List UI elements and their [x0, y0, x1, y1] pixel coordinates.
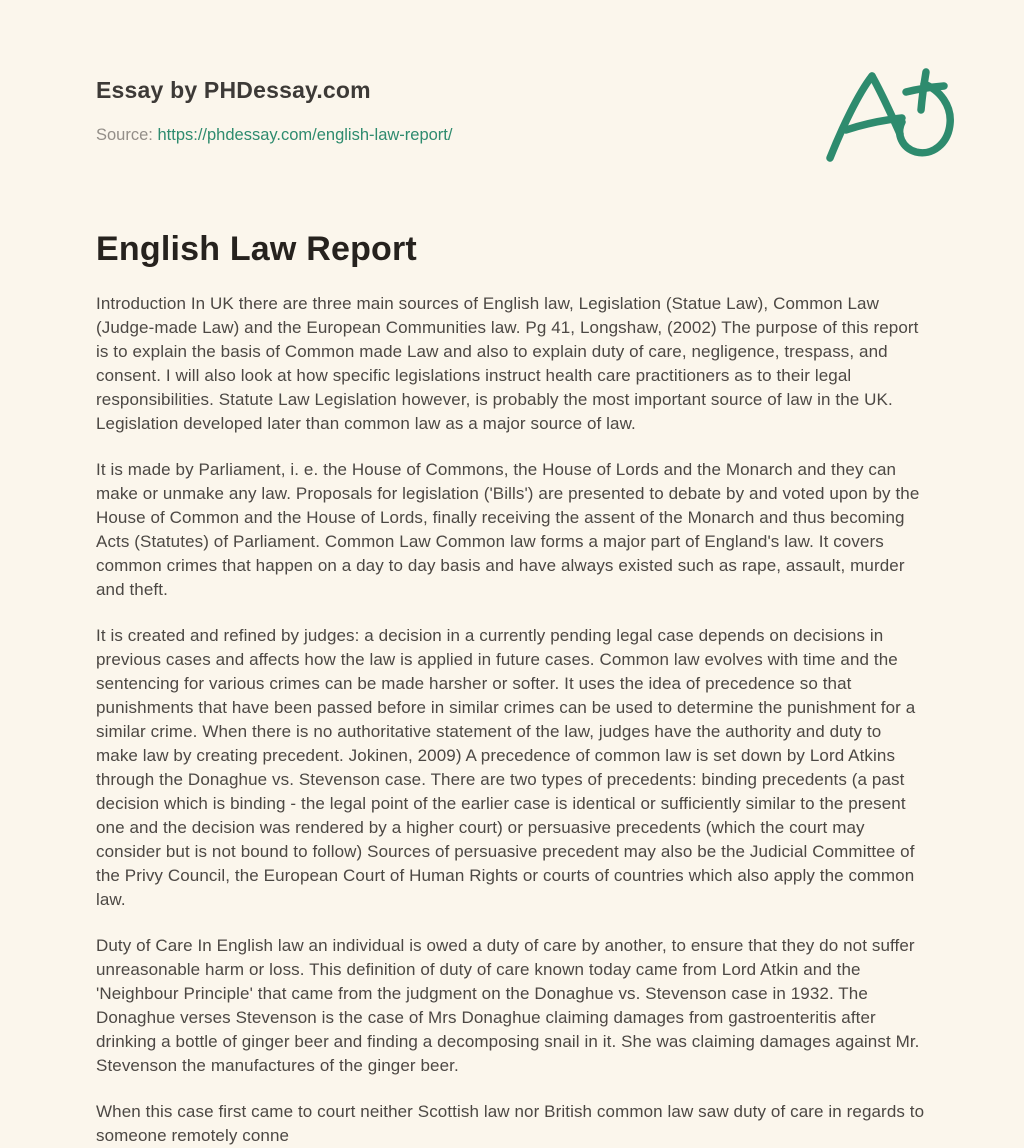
essay-paragraph: Duty of Care In English law an individual is owed a duty of care by another, to ensure that they do not suffer unreasonable harm or loss. This definition of duty of care known today came from Lord Atkin and the 'Neighbour Principle' that came from the judgment on the Donaghue vs. Stevenson case in 1932. The Donaghue verses Stevenson is the case of Mrs Donaghue claiming damages from gastroenteritis after drinking a bottle of ginger beer and finding a decomposing snail in it. She was claiming damages against Mr. Stevenson the manufactures of the ginger beer.	[96, 936, 920, 1075]
essay-paragraph: It is made by Parliament, i. e. the House of Commons, the House of Lords and the Monarch and they can make or unmake any law. Proposals for legislation ('Bills') are presented to debate by and voted upon by the House of Common and the House of Lords, finally receiving the assent of the Monarch and thus becoming Acts (Statutes) of Parliament. Common Law Common law forms a major part of England's law. It covers common crimes that happen on a day to day basis and have always existed such as rape, assault, murder and theft.	[96, 460, 920, 599]
essay-paragraph: It is created and refined by judges: a decision in a currently pending legal case depends on decisions in previous cases and affects how the law is applied in future cases. Common law evolves with time and the sentencing for various crimes can be made harsher or softer. It uses the idea of precedence so that punishments that have been passed before in similar crimes can be used to determine the punishment for a similar crime. When there is no authoritative statement of the law, judges have the authority and duty to make law by creating precedent. Jokinen, 2009) A precedence of common law is set down by Lord Atkins through the Donaghue vs. Stevenson case. There are two types of precedents: binding precedents (a past decision which is binding - the legal point of the earlier case is identical or sufficiently similar to the present one and the decision was rendered by a higher court) or persuasive precedents (which the court may consider but is not bound to follow) Sources of persuasive precedent may also be the Judicial Committee of the Privy Council, the European Court of Human Rights or courts of countries which also apply the common law.	[96, 626, 916, 909]
byline-heading: Essay by PHDessay.com	[96, 77, 371, 103]
source-label: Source:	[96, 126, 153, 144]
essay-paragraph: Introduction In UK there are three main sources of English law, Legislation (Statue Law), Common Law (Judge-made Law) and the European Communities law. Pg 41, Longshaw, (2002) The purpose of this report is to explain the basis of Common made Law and also to explain duty of care, negligence, trespass, and consent. I will also look at how specific legislations instruct health care practitioners as to their legal responsibilities. Statute Law Legislation however, is probably the most important source of law in the UK. Legislation developed later than common law as a major source of law.	[96, 294, 919, 433]
source-line	[96, 125, 928, 145]
source-url-link[interactable]: https://phdessay.com/english-law-report/	[157, 126, 453, 144]
phdessay-a-plus-logo-icon	[820, 66, 962, 166]
essay-paragraph: When this case first came to court neither Scottish law nor British common law saw duty of care in regards to someone remotely conne	[96, 1102, 925, 1145]
page-title: English Law Report	[96, 230, 417, 268]
